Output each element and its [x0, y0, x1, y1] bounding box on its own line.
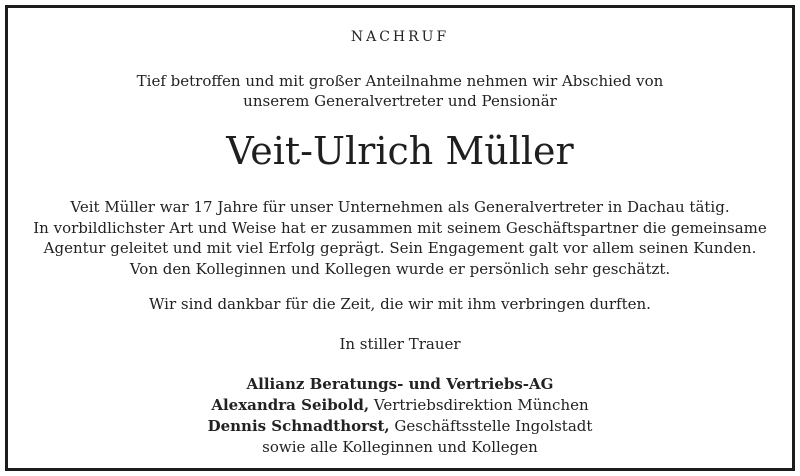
- body-line: Agentur geleitet und mit viel Erfolg geprägt. Sein Engagement galt vor allem seinen Kunden.: [43, 239, 757, 257]
- body-text: [8, 197, 792, 279]
- mourning-text: In stiller Trauer: [339, 335, 461, 353]
- intro-line: Tief betroffen und mit großer Anteilnahme nehmen wir Abschied von: [136, 72, 664, 90]
- signatory-1-role: Vertriebsdirektion München: [369, 396, 589, 414]
- signatory-2: [8, 416, 792, 437]
- company-name: Allianz Beratungs- und Vertriebs-AG: [246, 375, 554, 393]
- signatory-1-name: Alexandra Seibold,: [211, 396, 370, 414]
- intro-line: unserem Generalvertreter und Pensionär: [243, 92, 557, 110]
- signatory-2-name: Dennis Schnadthorst,: [207, 417, 390, 435]
- obituary-frame: [5, 5, 795, 471]
- thanks-text: Wir sind dankbar für die Zeit, die wir mit ihm verbringen durften.: [149, 295, 651, 313]
- signatures: [8, 374, 792, 458]
- signatory-1: [8, 395, 792, 416]
- notice-heading: NACHRUF: [350, 29, 450, 45]
- intro-text: [8, 71, 792, 111]
- body-line: In vorbildlichster Art und Weise hat er zusammen mit seinem Geschäftspartner die gemeinsame: [33, 218, 767, 237]
- obituary-content: [8, 8, 792, 468]
- deceased-name: Veit-Ulrich Müller: [226, 129, 574, 173]
- signatory-2-role: Geschäftsstelle Ingolstadt: [389, 417, 593, 435]
- body-line: Veit Müller war 17 Jahre für unser Unternehmen als Generalvertreter in Dachau tätig.: [70, 198, 730, 216]
- closing-line: sowie alle Kolleginnen und Kollegen: [262, 438, 538, 456]
- body-line: Von den Kolleginnen und Kollegen wurde er persönlich sehr geschätzt.: [129, 259, 671, 278]
